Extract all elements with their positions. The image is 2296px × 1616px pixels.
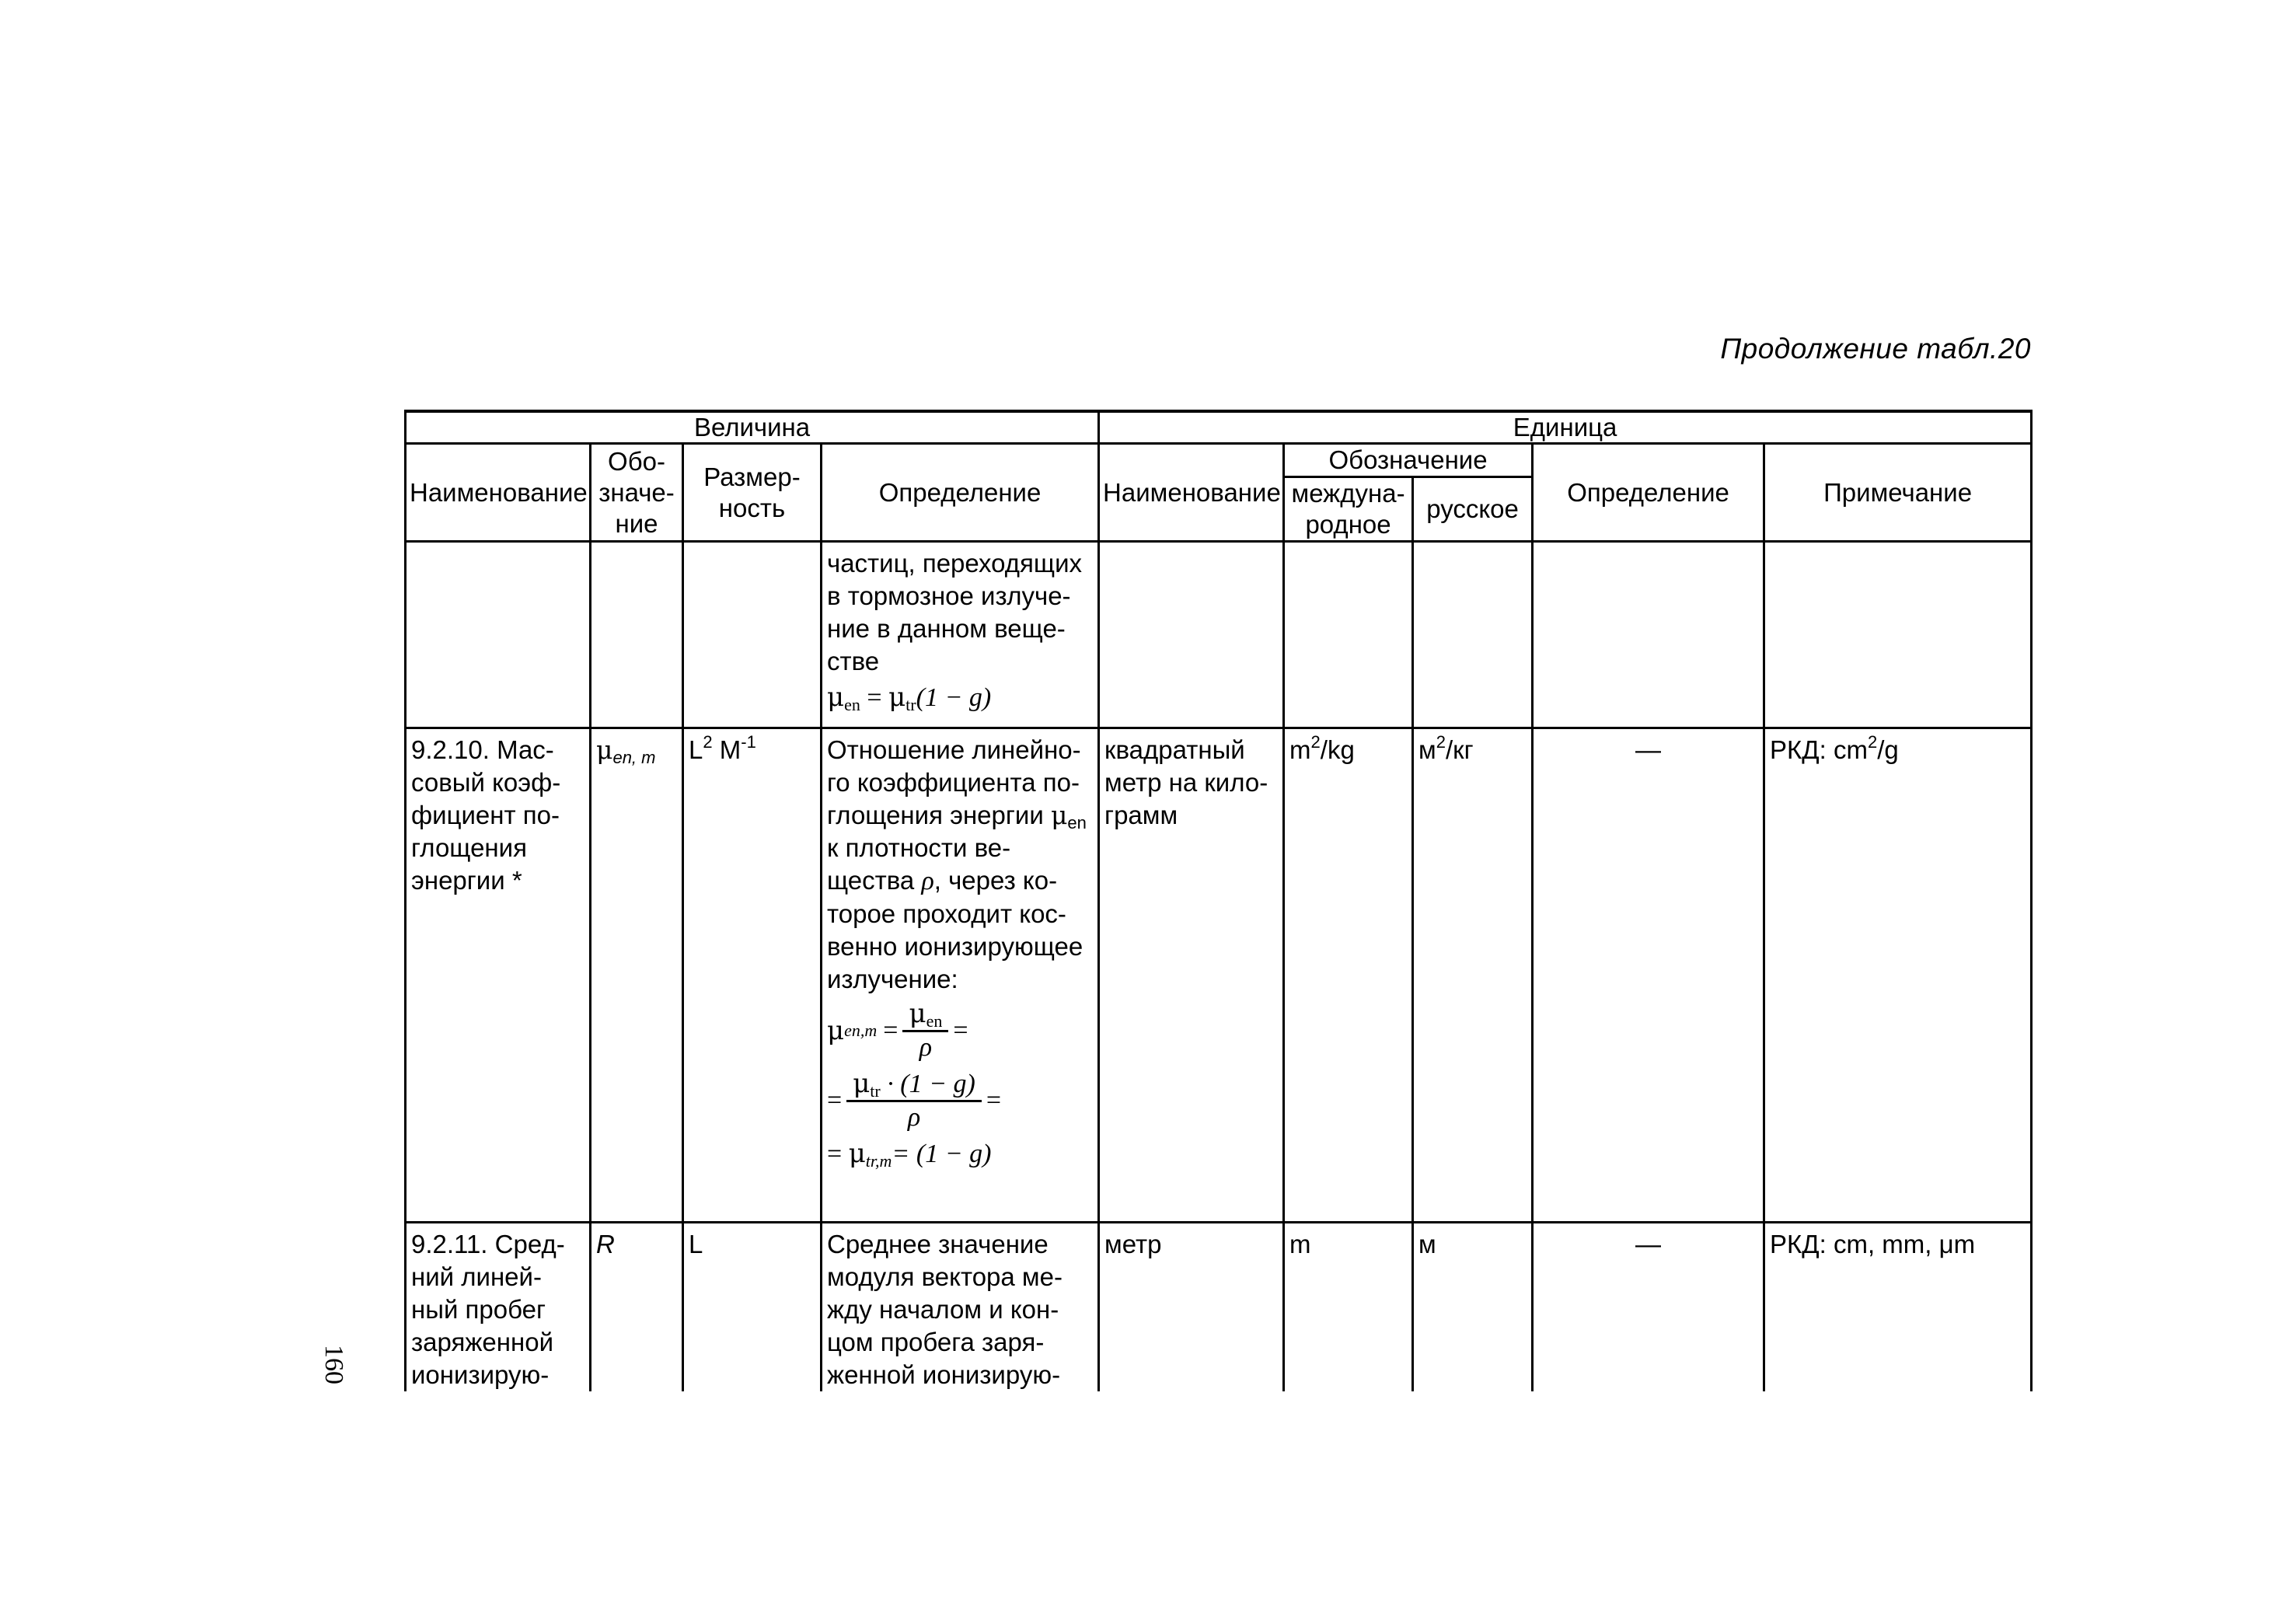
formula: $\mu_{en} = \mu_{tr}(1 - g)$ [827,682,992,714]
cell-name [406,542,591,728]
cell-note: РКД: cm, mm, μm [1764,1223,2032,1392]
header-u-name: Наименование [1099,444,1284,542]
table-caption: Продолжение табл.20 [1720,333,2031,365]
cell-definition [822,728,1099,1223]
cell-dimension: L [683,1223,822,1392]
cell-definition: Среднее значение модуля вектора ме-жду началом и кон-цом пробега заря-женной ионизирую- [822,1223,1099,1392]
cell-dimension: $L^2$ $M^{-1}$ [683,728,822,1223]
page-number: 160 [319,1345,348,1384]
header-q-name: Наименование [406,444,591,542]
cell-name: 9.2.10. Мас-совый коэф-фициент по-глощения энергии * [406,728,591,1223]
cell-intl [1284,542,1413,728]
header-u-designation: Обозначение [1284,444,1533,477]
cell-name: 9.2.11. Сред-ний линей-ный пробег заряженной ионизирую- [406,1223,591,1392]
cell-ru [1413,542,1533,728]
cell-note [1764,542,2032,728]
definition-text: Отношение линейно-го коэффициента по-глощения энергии $\mu_{en}$ к плотности ве-щества ρ, через ко-торое проходит кос-венно ионизирующее излучение: [827,735,1087,993]
header-row-1 [406,444,2032,477]
table-row [406,1223,2032,1392]
header-u-russian: русское [1413,477,1533,542]
header-unit: Единица [1099,411,2032,444]
header-u-note: Примечание [1764,444,2032,542]
header-q-dimension-text: Размер-ность [703,462,801,522]
header-u-definition: Определение [1533,444,1764,542]
header-group-row [406,411,2032,444]
cell-unit-definition: — [1533,1223,1764,1392]
fraction: $\frac{\mu_{tr} \cdot (1 - g)}{\rho}$ [846,1068,982,1133]
cell-unit-definition: — [1533,728,1764,1223]
cell-definition [822,542,1099,728]
quantities-table [404,410,2033,1391]
cell-unit-name: метр [1099,1223,1284,1392]
table-row [406,542,2032,728]
cell-unit-name: квадратный метр на кило-грамм [1099,728,1284,1223]
header-quantity: Величина [406,411,1099,444]
header-q-definition: Определение [822,444,1099,542]
cell-symbol [591,542,683,728]
cell-note: РКД: $cm^2/g$ [1764,728,2032,1223]
formula-line-3: = $\mu_{tr,m}= (1 - g)$ [827,1138,992,1171]
cell-unit-definition [1533,542,1764,728]
cell-intl: m [1284,1223,1413,1392]
table-row [406,728,2032,1223]
cell-ru: м [1413,1223,1533,1392]
fraction: $\frac{\mu_{en}}{\rho}$ [902,998,948,1063]
cell-intl: $m^2/kg$ [1284,728,1413,1223]
cell-ru: $м^2/кг$ [1413,728,1533,1223]
header-q-symbol-text: Обо-значе-ние [598,446,675,538]
cell-symbol: R [591,1223,683,1392]
header-u-international [1284,477,1413,542]
header-q-symbol [591,444,683,542]
definition-text: частиц, переходящих в тормозное излуче-ние в данном веще-стве [827,549,1083,675]
cell-symbol: $\mu_{en, m}$ [591,728,683,1223]
header-q-dimension [683,444,822,542]
formula-line-1: μ en,m = $\frac{\mu_{en}}{\rho}$ = [827,998,968,1062]
formula-line-2: = $\frac{\mu_{tr} \cdot (1 - g)}{\rho}$ = [827,1068,1002,1132]
header-u-international-text: междуна-родное [1291,479,1405,539]
cell-unit-name [1099,542,1284,728]
cell-dimension [683,542,822,728]
